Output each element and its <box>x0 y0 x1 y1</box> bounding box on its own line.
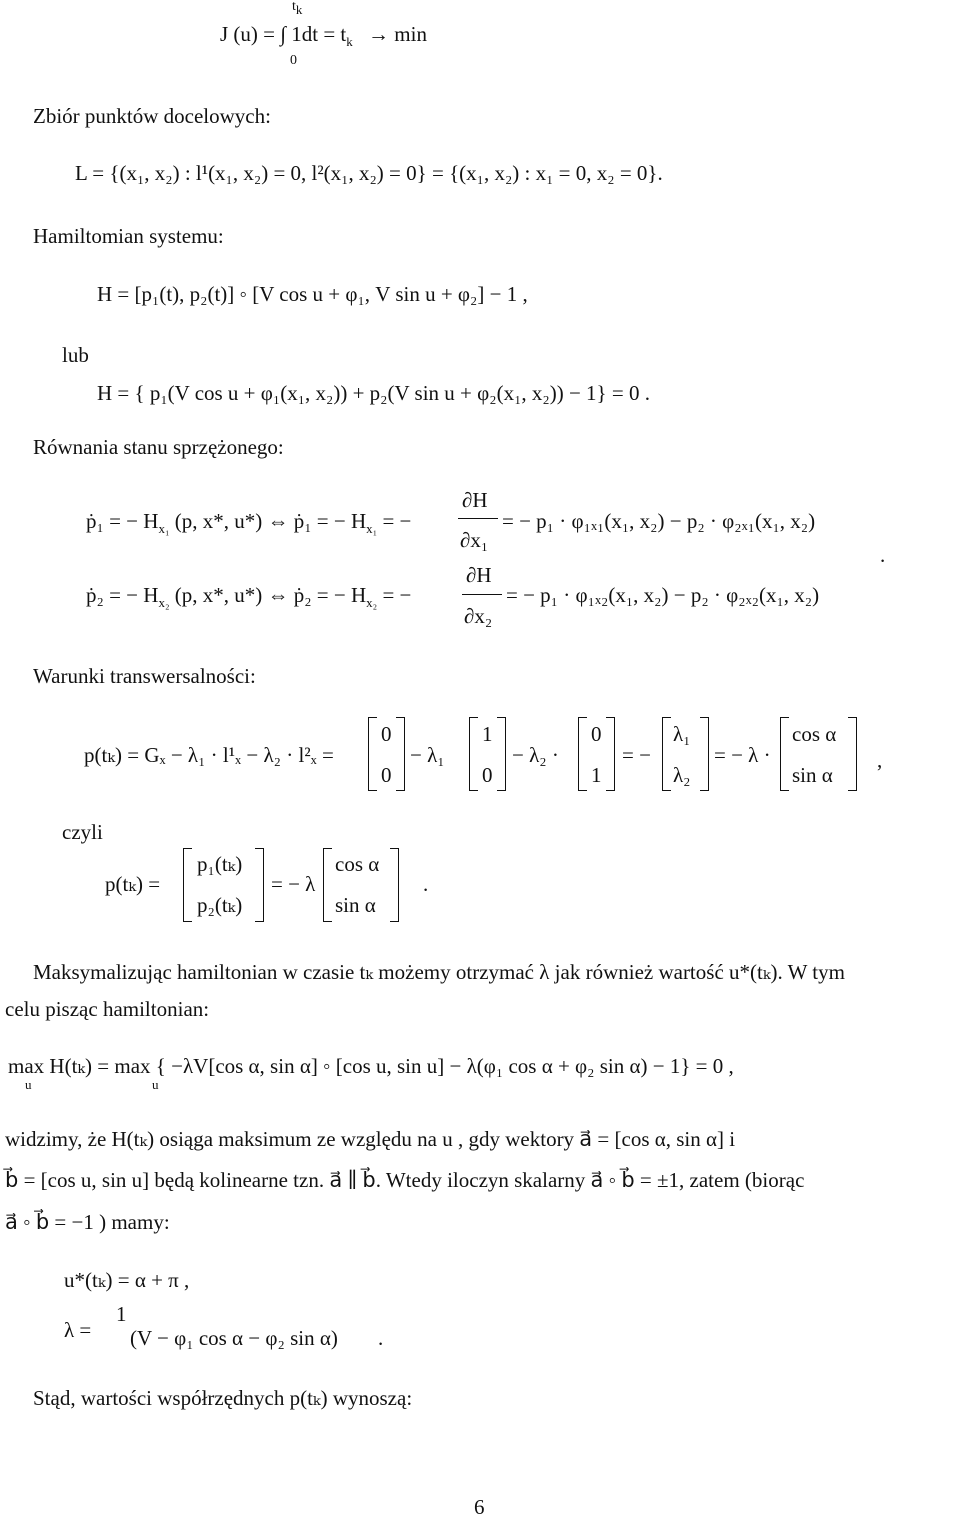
integral-lower-limit: 0 <box>290 53 297 68</box>
u-star-formula: u*(tₖ) = α + π , <box>64 1268 190 1292</box>
pvec-right-bracket <box>255 848 264 922</box>
adjoint-eq2-denominator: ∂x₂ <box>464 604 493 628</box>
lambda-numerator: 1 <box>116 1302 127 1326</box>
transversality-comma: , <box>877 748 883 772</box>
matrix2-top: 1 <box>482 722 493 746</box>
matrix3-bottom: 1 <box>591 763 602 787</box>
matrix1-bottom: 0 <box>381 763 392 787</box>
lambda-period: . <box>378 1326 384 1350</box>
matrix4-right-bracket <box>700 717 709 791</box>
lambda-lhs: λ = <box>64 1318 92 1342</box>
matrix4-top: λ₁ <box>673 722 691 746</box>
or-label: lub <box>62 343 89 367</box>
paragraph2-line1: widzimy, że H(tₖ) osiąga maksimum ze względu na u , gdy wektory a⃗ = [cos α, sin α] i <box>5 1127 736 1151</box>
matrix2-right-bracket <box>497 717 506 791</box>
hamiltonian-label: Hamiltomian systemu: <box>33 224 224 248</box>
matrix2-left-bracket <box>469 717 478 791</box>
therefore-label: czyli <box>62 820 103 844</box>
adjoint-eq1-denominator: ∂x₁ <box>460 528 489 552</box>
adjoint-eq1-fraction-bar <box>458 518 498 519</box>
transversality-lhs: p(tₖ) = Gₓ − λ₁ · l¹ₓ − λ₂ · l²ₓ = <box>84 743 334 767</box>
equals-minus-lambda: = − λ · <box>714 743 771 767</box>
matrix5-right-bracket <box>848 717 857 791</box>
matrix5-bottom: sin α <box>792 763 833 787</box>
therefore-period: . <box>423 872 429 896</box>
pvec-bottom: p₂(tₖ) <box>197 893 243 917</box>
matrix1-top: 0 <box>381 722 392 746</box>
max-equation: max H(tₖ) = max { −λV[cos α, sin α] ◦ [cos u, sin u] − λ(φ₁ cos α + φ₂ sin α) − 1} = 0 , <box>8 1054 734 1078</box>
paragraph1-line2: celu pisząc hamiltonian: <box>5 997 210 1021</box>
equals-minus: = − <box>622 743 651 767</box>
matrix1-right-bracket <box>396 717 405 791</box>
pvec-top: p₁(tₖ) <box>197 852 243 876</box>
adjoint-eq1-left: ṗ₁ = − $H_{x_1}$ (p, x*, u*) ⇔ ṗ₁ = − $H_{x_1}$ = − <box>86 509 412 537</box>
adjoint-eq1-numerator: ∂H <box>462 488 488 512</box>
closing-line: Stąd, wartości współrzędnych p(tₖ) wynoszą: <box>33 1386 413 1410</box>
hamiltonian-formula-1: H = [p₁(t), p₂(t)] ◦ [V cos u + φ₁, V sin u + φ₂] − 1 , <box>97 282 528 306</box>
matrix4-bottom: λ₂ <box>673 763 691 787</box>
target-set-formula: L = {(x₁, x₂) : l¹(x₁, x₂) = 0, l²(x₁, x₂) = 0} = {(x₁, x₂) : x₁ = 0, x₂ = 0}. <box>75 161 663 185</box>
matrix3-right-bracket <box>606 717 615 791</box>
max-under-2: u <box>152 1077 159 1092</box>
adjoint-eq2-left: ṗ₂ = − $H_{x_2}$ (p, x*, u*) ⇔ ṗ₂ = − $H_{x_2}$ = − <box>86 583 412 611</box>
therefore-mid: = − λ <box>271 872 316 896</box>
adjoint-period: . <box>880 543 886 567</box>
transversality-label: Warunki transwersalności: <box>33 664 256 688</box>
matrix3-top: 0 <box>591 722 602 746</box>
adjoint-eq2-numerator: ∂H <box>466 563 492 587</box>
hamiltonian-formula-2: H = { p₁(V cos u + φ₁(x₁, x₂)) + p₂(V sin u + φ₂(x₁, x₂)) − 1} = 0 . <box>97 381 650 405</box>
minus-lambda1: − λ₁ <box>410 743 445 767</box>
paragraph1-line1: Maksymalizując hamiltonian w czasie tₖ możemy otrzymać λ jak również wartość u*(tₖ). W tym <box>33 960 845 984</box>
pvec-left-bracket <box>183 848 192 922</box>
matrix2-bottom: 0 <box>482 763 493 787</box>
max-under-1: u <box>25 1077 32 1092</box>
adjoint-eq1-right: = − p₁ · φ₁ₓ₁(x₁, x₂) − p₂ · φ₂ₓ₁(x₁, x₂) <box>502 509 816 533</box>
paragraph2-line2: b⃗ = [cos u, sin u] będą kolinearne tzn. a⃗ ∥ b⃗. Wtedy iloczyn skalarny a⃗ ◦ b⃗ = ±1, zatem (biorąc <box>5 1168 805 1192</box>
adjoint-label: Równania stanu sprzężonego: <box>33 435 284 459</box>
page-number: 6 <box>474 1495 485 1519</box>
wvec-right-bracket <box>390 848 399 922</box>
matrix4-left-bracket <box>662 717 671 791</box>
lambda-denominator: (V − φ₁ cos α − φ₂ sin α) <box>130 1326 338 1350</box>
therefore-lhs: p(tₖ) = <box>105 872 161 896</box>
minus-lambda2: − λ₂ · <box>512 743 559 767</box>
adjoint-eq2-fraction-bar <box>462 594 502 595</box>
matrix3-left-bracket <box>578 717 587 791</box>
wvec-bottom: sin α <box>335 893 376 917</box>
integral-upper-limit: $t_k$ <box>292 0 303 17</box>
adjoint-eq2-right: = − p₁ · φ₁ₓ₂(x₁, x₂) − p₂ · φ₂ₓ₂(x₁, x₂) <box>506 583 820 607</box>
paragraph2-line3: a⃗ ◦ b⃗ = −1 ) mamy: <box>5 1210 170 1234</box>
wvec-top: cos α <box>335 852 380 876</box>
matrix5-left-bracket <box>780 717 789 791</box>
target-set-label: Zbiór punktów docelowych: <box>33 104 271 128</box>
objective-formula: J (u) = ∫ $1dt = t_k \to \min$ <box>220 22 427 50</box>
matrix1-left-bracket <box>368 717 377 791</box>
matrix5-top: cos α <box>792 722 837 746</box>
wvec-left-bracket <box>323 848 332 922</box>
